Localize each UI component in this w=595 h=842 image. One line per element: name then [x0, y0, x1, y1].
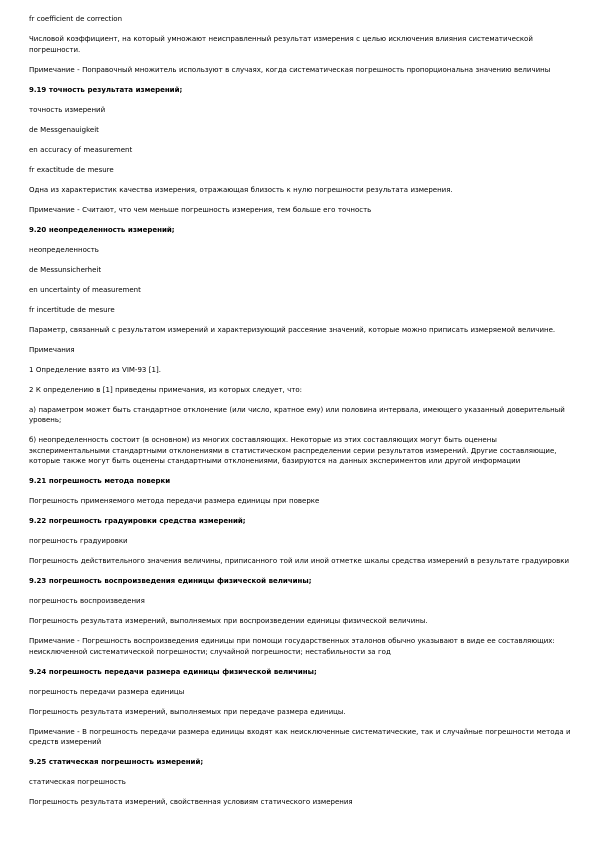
definition-text: Погрешность результата измерений, выполняемых при воспроизведении единицы физической величины.: [29, 617, 428, 625]
term-french: fr coefficient de correction: [29, 15, 123, 23]
definition-text: Погрешность результата измерений, свойственная условиям статического измерения: [29, 798, 353, 806]
note-text: Примечание - Поправочный множитель используют в случаях, когда систематическая погрешность пропорциональна значению величины: [29, 65, 551, 74]
term-heading-9-25: 9.25 статическая погрешность измерений;: [29, 758, 204, 766]
definition-text: Погрешность применяемого метода передачи размера единицы при поверке: [29, 497, 320, 505]
term-synonym: погрешность воспроизведения: [29, 597, 145, 605]
term-synonym: точность измерений: [29, 105, 106, 114]
note-item-2: 2 К определению в [1] приведены примечания, из которых следует, что:: [29, 385, 302, 394]
term-french: fr exactitude de mesure: [29, 165, 114, 174]
term-heading-9-23: 9.23 погрешность воспроизведения единицы физической величины;: [29, 577, 312, 585]
term-heading-9-19: 9.19 точность результата измерений;: [29, 85, 183, 94]
document-page: [29, 14, 577, 817]
note-subitem-b: б) неопределенность состоит (в основном) из многих составляющих. Некоторые из этих составляющих могут быть оценены экспериментальными стандартными отклонениями в статистическом распределении серии результатов измерений. Другие составляющие, которые также могут быть оценены стандартными отклонениями, базируются на данных экспериментов или другой информации: [29, 436, 557, 465]
term-english: en uncertainty of measurement: [29, 285, 141, 294]
term-synonym: неопределенность: [29, 245, 99, 254]
term-synonym: погрешность градуировки: [29, 537, 128, 545]
term-synonym: статическая погрешность: [29, 778, 126, 786]
term-heading-9-24: 9.24 погрешность передачи размера единицы физической величины;: [29, 667, 317, 676]
term-synonym: погрешность передачи размера единицы: [29, 687, 185, 696]
notes-heading: Примечания: [29, 345, 75, 354]
term-german: de Messunsicherheit: [29, 265, 102, 274]
term-german: de Messgenauigkeit: [29, 125, 99, 134]
definition-text: Погрешность результата измерений, выполняемых при передаче размера единицы.: [29, 707, 346, 716]
term-heading-9-22: 9.22 погрешность градуировки средства измерений;: [29, 517, 246, 525]
definition-text: Одна из характеристик качества измерения, отражающая близость к нулю погрешности результата измерения.: [29, 185, 453, 194]
note-text: Примечание - Погрешность воспроизведения единицы при помощи государственных эталонов обычно указывают в виде ее составляющих: неисключенной систематической погрешности; случайной погрешности; нестабильности за год: [29, 637, 555, 656]
definition-text: Параметр, связанный с результатом измерений и характеризующий рассеяние значений, которые можно приписать измеряемой величине.: [29, 325, 556, 334]
note-text: Примечание - В погрешность передачи размера единицы входят как неисключенные систематические, так и случайные погрешности метода и средств измерений: [29, 727, 571, 746]
note-subitem-a: а) параметром может быть стандартное отклонение (или число, кратное ему) или половина интервала, имеющего указанный доверительный уровень;: [29, 405, 565, 424]
note-text: Примечание - Считают, что чем меньше погрешность измерения, тем больше его точность: [29, 205, 372, 214]
definition-text: Погрешность действительного значения величины, приписанного той или иной отметке шкалы средства измерений в результате градуировки: [29, 557, 570, 565]
definition-text: Числовой коэффициент, на который умножают неисправленный результат измерения с целью исключения влияния систематической погрешности.: [29, 35, 533, 54]
note-item-1: 1 Определение взято из VIM-93 [1].: [29, 365, 161, 374]
term-heading-9-20: 9.20 неопределенность измерений;: [29, 225, 175, 234]
term-heading-9-21: 9.21 погрешность метода поверки: [29, 477, 171, 485]
term-french: fr incertitude de mesure: [29, 305, 115, 314]
term-english: en accuracy of measurement: [29, 145, 133, 154]
